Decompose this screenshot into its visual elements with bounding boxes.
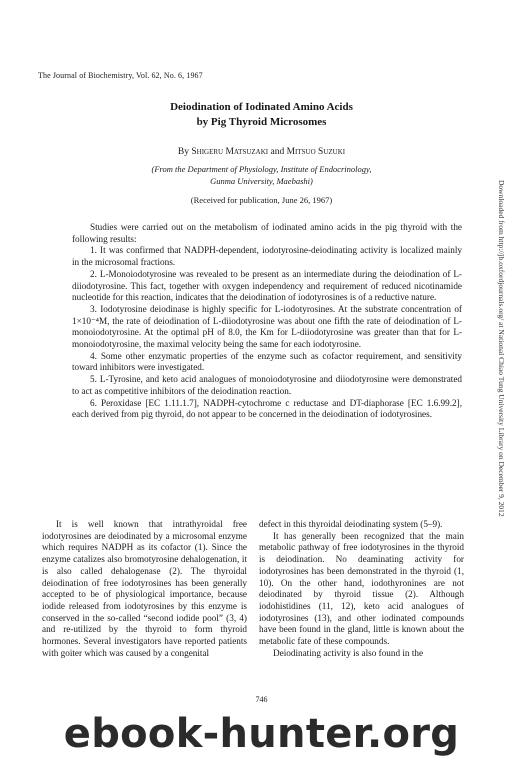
abstract-paragraph: Studies were carried out on the metabolism of iodinated amino acids in the pig thyroid with the following results: [72, 222, 462, 244]
abstract-paragraph: 2. L-Monoiodotyrosine was revealed to be present as an intermediate during the deiodination of L-diiodotyrosine. This fact, together with oxygen independency and requirement of reduced nicotinamide nucleotide for this reaction, indicates that the deiodination of iodotyrosines is of a reductive nature. [72, 268, 462, 303]
affiliation-line-2: Gunma University, Maebashi) [210, 176, 313, 186]
journal-header: The Journal of Biochemistry, Vol. 62, No. 6, 1967 [38, 71, 203, 80]
and-label: and [270, 147, 285, 157]
abstract-paragraph: 1. It was confirmed that NADPH-dependent, iodotyrosine-deiodinating activity is localized mainly in the microsomal fractions. [72, 245, 462, 268]
author-2: Mitsuo Suzuki [286, 147, 346, 157]
author-line [0, 147, 523, 157]
page-number: 746 [255, 695, 268, 704]
abstract-paragraph: 6. Peroxidase [EC 1.11.1.7], NADPH-cytochrome c reductase and DT-diaphorase [EC 1.6.99.2], each derived from pig thyroid, do not appear to be concerned in the deiodination of iodotyrosines. [72, 397, 462, 420]
body-paragraph: It has generally been recognized that the main metabolic pathway of free iodotyrosines in the thyroid is deiodination. No deaminating activity for iodotyrosines has been demonstrated in the thyroid (1, 10). On the other hand, iodothyronines are not deiodinated by thyroid tissue (2). Although iodohistidines (11, 12), keto acid analogues of iodotyrosines (13), and other iodinated compounds have been found in the gland, little is known about the metabolic fate of these compounds. [259, 530, 464, 647]
abstract-paragraph: 5. L-Tyrosine, and keto acid analogues of monoiodotyrosine and diiodotyrosine were demonstrated to act as competitive inhibitors of the deiodination reaction. [72, 374, 462, 396]
article-title-line-1: Deiodination of Iodinated Amino Acids [170, 101, 353, 113]
author-1: Shigeru Matsuzaki [191, 147, 269, 157]
body-paragraph: Deiodinating activity is also found in the [273, 647, 424, 658]
body-column-left [42, 519, 247, 659]
abstract [72, 222, 462, 421]
received-date: (Received for publication, June 26, 1967) [190, 195, 333, 205]
body-paragraph: defect in this thyroidal deiodinating system (5–9). [259, 519, 443, 529]
affiliation-line-1: (From the Department of Physiology, Institute of Endocrinology, [151, 164, 372, 174]
by-label: By [177, 147, 189, 157]
abstract-paragraph: 4. Some other enzymatic properties of the enzyme such as cofactor requirement, and sensitivity toward inhibitors were investigated. [72, 350, 462, 373]
body-paragraph: It is well known that intrathyroidal free iodotyrosines are deiodinated by a microsomal enzyme which requires NADPH as its cofactor (1). Since the enzyme catalizes also bromotyrosine dehalogenation, it is also called dehalogenase (2). The thyroidal deiodination of free iodotyrosines has been generally accepted to be of physiological importance, because iodide released from iodotyrosines by this enzyme is conserved in the so-called “second iodide pool” (3, 4) and re-utilized by the thyroid to form thyroid hormones. Several investigators have reported patients with goiter which was caused by a congenital [42, 519, 247, 658]
body-column-right [259, 519, 464, 659]
abstract-paragraph: 3. Iodotyrosine deiodinase is highly specific for L-iodotyrosines. At the substrate concentration of 1×10⁻⁴M, the rate of deiodination of L-diiodotyrosine was about one fifth the rate of deiodination of L-monoiodotyrosine. At the optimal pH of 8.0, the Km for L-diiodotyrosine was greater than that for L-monoiodotyrosine, the maximal velocity being the same for each iodotyrosine. [72, 303, 462, 350]
download-side-note: Downloaded from http://jb.oxfordjournals.org/ at National Chiao Tung University Library on December 9, 2012 [497, 180, 506, 517]
watermark-banner: ebook-hunter.org [63, 710, 460, 757]
article-title-line-2: by Pig Thyroid Microsomes [196, 116, 327, 128]
